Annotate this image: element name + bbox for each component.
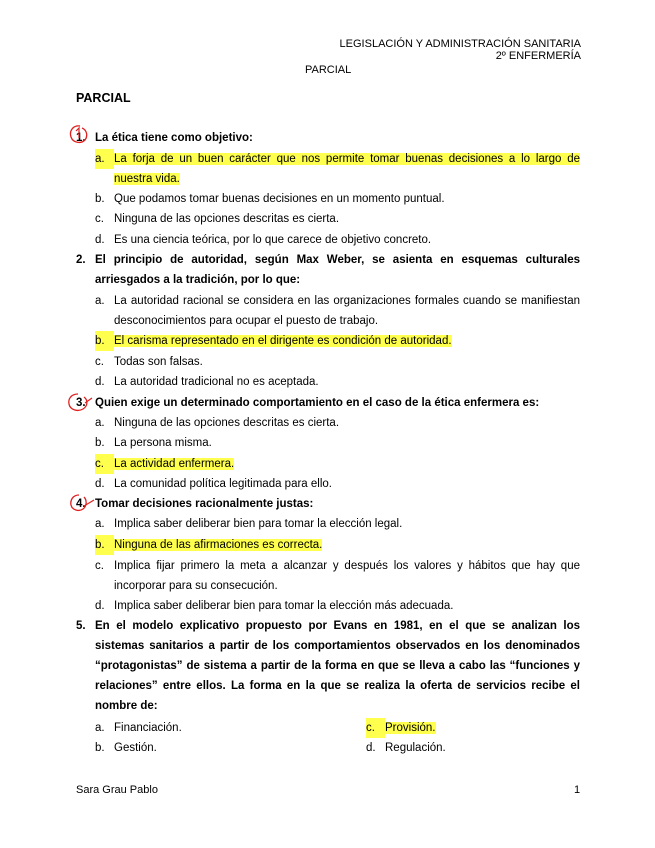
option-text: La persona misma. [114, 437, 212, 449]
option-2a [95, 291, 580, 331]
option-1a [95, 149, 580, 189]
option-5a [95, 718, 182, 738]
option-1c [95, 209, 580, 229]
option-text: Es una ciencia teórica, por lo que carece de objetivo concreto. [114, 234, 432, 246]
question-number: 5. [76, 620, 86, 632]
header-course: LEGISLACIÓN Y ADMINISTRACIÓN SANITARIA [339, 38, 581, 50]
question-text: Quien exige un determinado comportamiento en el caso de la ética enfermera es: [95, 397, 540, 409]
header-degree: 2º ENFERMERÍA [495, 50, 581, 62]
option-3a [95, 413, 580, 433]
question-text: El principio de autoridad, según Max Weber, se asienta en esquemas culturales arriesgados a la tradición, por lo que: [95, 254, 580, 286]
option-text: La actividad enfermera. [114, 458, 235, 470]
question-text: En el modelo explicativo propuesto por Evans en 1981, en el que se analizan los sistemas sanitarios a partir de los comportamientos observados en los denominados “protagonistas” de sistema a partir de la forma en que se lleva a cabo las “funciones y relaciones” entre ellos. La forma en la que se realiza la oferta de servicios recibe el nombre de: [95, 620, 580, 712]
question-number: 2. [76, 254, 86, 266]
option-text: Todas son falsas. [114, 356, 203, 368]
option-2d [95, 372, 580, 392]
page-number: 1 [574, 784, 581, 796]
option-text: Implica fijar primero la meta a alcanzar y después los valores y hábitos que hay que incorporar para su consecución. [114, 560, 580, 592]
option-letter: c. [95, 454, 114, 474]
question-number: 1. [76, 132, 86, 144]
header-center: PARCIAL [305, 64, 352, 76]
option-letter: a. [95, 518, 105, 530]
option-3c [95, 454, 580, 474]
handwritten-circle-icon [68, 493, 96, 515]
option-1b [95, 189, 580, 209]
question-2 [76, 250, 580, 290]
option-text: La autoridad racional se considera en las organizaciones formales cuando se manifiestan desconocimientos para ocupar el puesto de trabajo. [114, 295, 580, 327]
question-4 [76, 494, 580, 514]
question-text: Tomar decisiones racionalmente justas: [95, 498, 314, 510]
option-text: La autoridad tradicional no es aceptada. [114, 376, 319, 388]
option-3b [95, 433, 580, 453]
option-text: Ninguna de las afirmaciones es correcta. [114, 539, 323, 551]
option-5c [366, 718, 436, 738]
option-text: Ninguna de las opciones descritas es cierta. [114, 417, 340, 429]
option-letter: b. [95, 331, 114, 351]
option-text: Financiación. [114, 722, 182, 734]
option-2b [95, 331, 580, 351]
question-1 [76, 128, 580, 148]
option-letter: a. [95, 417, 105, 429]
option-letter: a. [95, 149, 114, 169]
option-4c [95, 556, 580, 596]
option-text: El carisma representado en el dirigente es condición de autoridad. [114, 335, 452, 347]
handwritten-circle-icon [68, 124, 90, 146]
option-letter: c. [95, 356, 104, 368]
question-text: La ética tiene como objetivo: [95, 132, 253, 144]
option-2c [95, 352, 580, 372]
option-letter: d. [95, 234, 105, 246]
option-letter: b. [95, 193, 105, 205]
option-letter: d. [95, 600, 105, 612]
option-text: Gestión. [114, 742, 157, 754]
option-letter: b. [95, 535, 114, 555]
option-letter: a. [95, 722, 105, 734]
option-text: Implica saber deliberar bien para tomar la elección legal. [114, 518, 403, 530]
option-text: Implica saber deliberar bien para tomar la elección más adecuada. [114, 600, 454, 612]
option-letter: d. [95, 478, 105, 490]
option-text: Regulación. [385, 742, 446, 754]
option-letter: b. [95, 742, 105, 754]
document-title: PARCIAL [76, 91, 131, 105]
option-letter: d. [366, 742, 376, 754]
option-text: La comunidad política legitimada para ello. [114, 478, 332, 490]
option-letter: c. [95, 213, 104, 225]
option-3d [95, 474, 580, 494]
handwritten-circle-icon [66, 392, 94, 414]
option-letter: a. [95, 295, 105, 307]
option-text: Ninguna de las opciones descritas es cierta. [114, 213, 340, 225]
option-letter: b. [95, 437, 105, 449]
question-number: 4. [76, 498, 86, 510]
option-text: Provisión. [385, 722, 436, 734]
option-text: Que podamos tomar buenas decisiones en un momento puntual. [114, 193, 445, 205]
footer-author: Sara Grau Pablo [76, 784, 158, 796]
question-5 [76, 616, 580, 716]
option-1d [95, 230, 580, 250]
option-4b [95, 535, 580, 555]
option-5b [95, 738, 157, 758]
question-number: 3. [76, 397, 86, 409]
option-letter: c. [95, 560, 104, 572]
option-letter: d. [95, 376, 105, 388]
option-5d [366, 738, 446, 758]
option-text: La forja de un buen carácter que nos permite tomar buenas decisiones a lo largo de nuestra vida. [114, 153, 580, 185]
option-4a [95, 514, 580, 534]
option-4d [95, 596, 580, 616]
option-letter: c. [366, 718, 385, 738]
question-3 [76, 393, 580, 413]
